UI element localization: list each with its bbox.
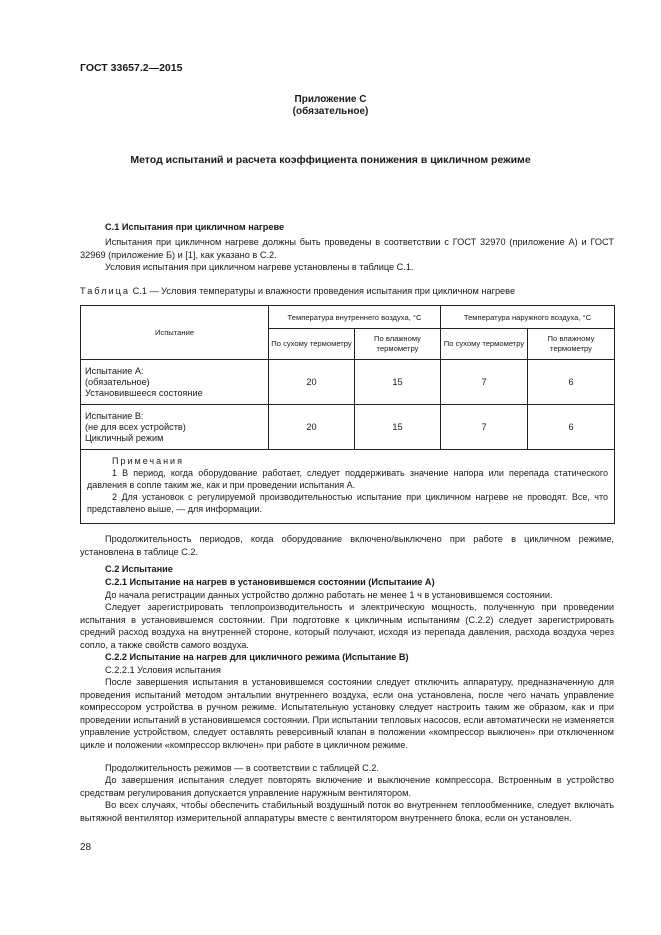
note-2: 2 Для установок с регулируемой производительностью испытание при цикличном нагреве не проводят. Все, что представлено выше, — для информации. — [87, 492, 608, 514]
row-test-name — [81, 360, 269, 405]
section-c21-heading: С.2.1 Испытание на нагрев в установившемся состоянии (Испытание А) — [105, 577, 435, 587]
section-c2-heading: С.2 Испытание — [105, 564, 173, 574]
row-name-line: Испытание А: — [85, 365, 144, 376]
table-header-row — [81, 306, 615, 329]
after-table-paragraph: Продолжительность периодов, когда оборудование включено/выключено при работе в цикличном режиме, установлена в таблице С.2. — [80, 534, 614, 557]
table-caption — [80, 285, 515, 298]
table-notes — [81, 450, 615, 524]
col-group-outer: Температура наружного воздуха, °С — [441, 306, 615, 329]
appendix-title: Приложение С — [294, 94, 367, 105]
table-caption-label: Таблица — [80, 286, 131, 296]
section-c1-heading: С.1 Испытания при цикличном нагреве — [105, 222, 285, 232]
cell-outer-wet: 6 — [528, 360, 615, 405]
col-outer-wet: По влажному термометру — [528, 329, 615, 360]
col-outer-dry: По сухому термометру — [441, 329, 528, 360]
cell-inner-wet: 15 — [355, 405, 441, 450]
cell-inner-dry: 20 — [269, 360, 355, 405]
cell-inner-wet: 15 — [355, 360, 441, 405]
note-1: 1 В период, когда оборудование работает, следует поддерживать значение напора или перепада статического давления в сопле таким же, как и при проведении испытания А. — [87, 468, 608, 490]
section-c21-paragraph-1: До начала регистрации данных устройство должно работать не менее 1 ч в установившемся состоянии. — [105, 590, 553, 600]
section-c21-paragraph-2: Следует зарегистрировать теплопроизводительность и электрическую мощность, полученную при проведении испытания в установившемся состоянии. При подготовке к цикличным испытаниям (С.2.2) следует зарегистрировать средний расход воздуха на внутренней стороне, который получают, исходя из перепада давления, расхода воздуха через сопло, а также свойств самого воздуха. — [80, 602, 614, 650]
section-c22-heading: С.2.2 Испытание на нагрев для цикличного режима (Испытание В) — [105, 652, 409, 662]
row-name-line: (не для всех устройств) — [85, 421, 186, 432]
cell-outer-dry: 7 — [441, 360, 528, 405]
section-c1-paragraph-1: Испытания при цикличном нагреве должны быть проведены в соответствии с ГОСТ 32970 (приложение А) и ГОСТ 32969 (приложение Б) и [1], как указано в С.2. — [80, 237, 614, 260]
cell-outer-wet: 6 — [528, 405, 615, 450]
section-c1-paragraph-2: Условия испытания при цикличном нагреве установлены в таблице С.1. — [105, 262, 414, 272]
col-inner-wet: По влажному термометру — [355, 329, 441, 360]
table-row — [81, 405, 615, 450]
row-test-name — [81, 405, 269, 450]
table-caption-text: С.1 — Условия температуры и влажности проведения испытания при цикличном нагреве — [132, 286, 516, 296]
col-inner-dry: По сухому термометру — [269, 329, 355, 360]
row-name-line: (обязательное) — [85, 376, 150, 387]
row-name-line: Испытание В: — [85, 410, 144, 421]
standard-header: ГОСТ 33657.2—2015 — [80, 62, 183, 74]
section-c221-paragraph-3: До завершения испытания следует повторять включение и выключение компрессора. Встроенным в устройство средствам регулирования допускается управление наружным вентилятором. — [80, 775, 614, 798]
cell-inner-dry: 20 — [269, 405, 355, 450]
table-row — [81, 360, 615, 405]
row-name-line: Установившееся состояние — [85, 387, 203, 398]
conditions-table — [80, 305, 615, 524]
row-name-line: Цикличный режим — [85, 432, 164, 443]
cell-outer-dry: 7 — [441, 405, 528, 450]
section-c221-paragraph-1: После завершения испытания в установившемся состоянии следует отключить аппаратуру, предназначенную для проведения испытаний методом энтальпии внутреннего воздуха, если она установлена, после чего начать управление компрессором устройства в ручном режиме. Испытательную установку следует настроить таким же образом, как и при проведении испытаний в установившемся состоянии. При испытании тепловых насосов, если автоматически не изменяется управление устройством, следует оставлять реверсивный клапан в положении «компрессор выключен» при отключенном цикле и положении «компрессор включен» при работе в цикличном режиме. — [80, 677, 614, 750]
section-c221-paragraph-2: Продолжительность режимов — в соответствии с таблицей С.2. — [105, 763, 379, 773]
table-notes-row — [81, 450, 615, 524]
col-group-inner: Температура внутреннего воздуха, °С — [269, 306, 441, 329]
main-title: Метод испытаний и расчета коэффициента понижения в цикличном режиме — [130, 154, 531, 166]
notes-label: Примечания — [112, 456, 184, 466]
section-c221-heading: С.2.2.1 Условия испытания — [105, 665, 221, 675]
col-test-header: Испытание — [81, 306, 269, 360]
appendix-status: (обязательное) — [292, 106, 369, 117]
page-number: 28 — [80, 842, 92, 853]
section-c221-paragraph-4: Во всех случаях, чтобы обеспечить стабильный воздушный поток во внутреннем теплообменнике, следует включать вытяжной вентилятор измерительной аппаратуры вместе с вентилятором внутреннего блока, если он установлен. — [80, 800, 614, 823]
